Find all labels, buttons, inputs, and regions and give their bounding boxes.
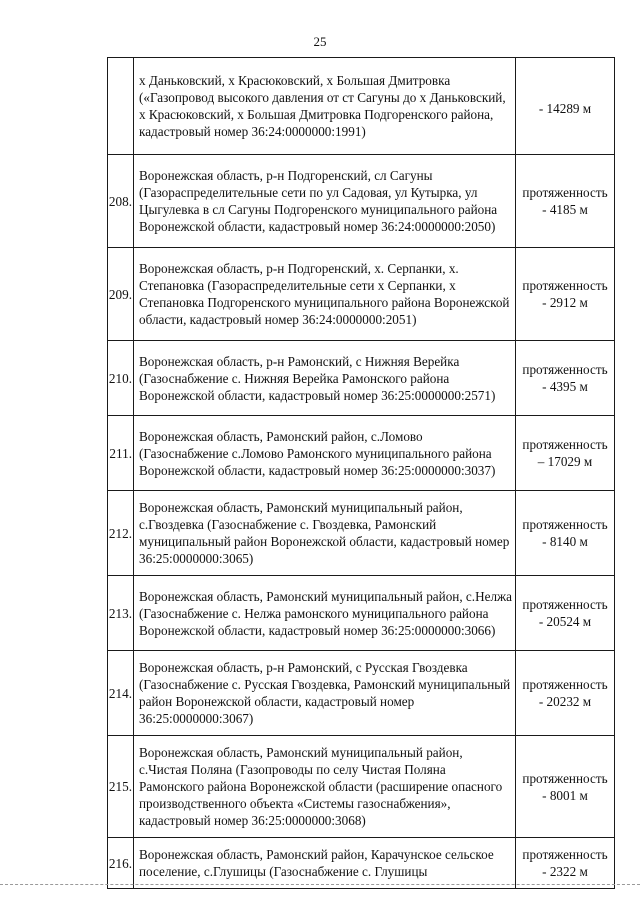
- length-label: протяженность: [522, 278, 608, 293]
- length-label: протяженность: [522, 437, 608, 452]
- row-description: х Даньковский, х Красюковский, х Большая Дмитровка («Газопровод высокого давления от ст Сагуны до х Даньковский, х Красюковский, х Большая Дмитровка Подгоренского района, кадастровый номер 36:24:0000000:1991): [134, 58, 516, 155]
- row-length: [516, 155, 615, 248]
- row-length: [516, 248, 615, 341]
- length-value: - 20232 м: [538, 694, 592, 709]
- row-number: 210.: [108, 341, 134, 416]
- table-row: [108, 341, 615, 416]
- table-row: [108, 416, 615, 491]
- row-number: 214.: [108, 651, 134, 736]
- row-description: Воронежская область, Рамонский муниципальный район, с.Чистая Поляна (Газопроводы по селу Чистая Поляна Рамонского района Воронежской области (расширение опасного производственного объекта «Системы газоснабжения», кадастровый номер 36:25:0000000:3068): [134, 736, 516, 838]
- row-length: [516, 341, 615, 416]
- row-length: [516, 651, 615, 736]
- row-number: 211.: [108, 416, 134, 491]
- page-bottom-rule: [0, 884, 640, 885]
- length-value: – 17029 м: [537, 454, 593, 469]
- row-description: Воронежская область, р-н Подгоренский, х. Серпанки, х. Степановка (Газораспределительные сети х Серпанки, х Степановка Подгоренского муниципального района Воронежской области, кадастровый номер 36:24:0000000:2051): [134, 248, 516, 341]
- row-number: 212.: [108, 491, 134, 576]
- length-value: - 20524 м: [538, 614, 592, 629]
- length-label: протяженность: [522, 362, 608, 377]
- length-label: протяженность: [522, 677, 608, 692]
- length-value: - 8001 м: [542, 787, 588, 803]
- length-value: - 4395 м: [542, 379, 588, 394]
- length-label: протяженность: [522, 770, 608, 786]
- table-row: [108, 651, 615, 736]
- row-description: Воронежская область, Рамонский район, Карачунское сельское поселение, с.Глушицы (Газоснабжение с. Глушицы: [134, 838, 516, 889]
- gas-network-registry-table: [107, 57, 615, 889]
- row-description: Воронежская область, Рамонский муниципальный район, с.Гвоздевка (Газоснабжение с. Гвоздевка, Рамонский муниципальный район Воронежской области, кадастровый номер 36:25:0000000:3065): [134, 491, 516, 576]
- table-row: [108, 736, 615, 838]
- length-value: - 2912 м: [542, 295, 588, 310]
- row-length: [516, 576, 615, 651]
- row-description: Воронежская область, Рамонский муниципальный район, с.Нелжа (Газоснабжение с. Нелжа рамонского муниципального района Воронежской области, кадастровый номер 36:25:0000000:3066): [134, 576, 516, 651]
- table-row: [108, 838, 615, 889]
- length-label: протяженность: [522, 185, 608, 200]
- length-value: - 8140 м: [542, 534, 588, 549]
- length-label: протяженность: [522, 517, 608, 532]
- row-number: 216.: [108, 838, 134, 889]
- table-row: [108, 248, 615, 341]
- length-label: протяженность: [522, 847, 608, 862]
- table-row: [108, 58, 615, 155]
- row-description: Воронежская область, р-н Подгоренский, сл Сагуны (Газораспределительные сети по ул Садовая, ул Кутырка, ул Цыгулевка в сл Сагуны Подгоренского муниципального района Воронежской области, кадастровый номер 36:24:0000000:2050): [134, 155, 516, 248]
- row-length: [516, 58, 615, 155]
- table-row: [108, 576, 615, 651]
- row-number: 215.: [108, 736, 134, 838]
- row-length: [516, 491, 615, 576]
- row-description: Воронежская область, р-н Рамонский, с Русская Гвоздевка (Газоснабжение с. Русская Гвоздевка, Рамонский муниципальный район Воронежской области, кадастровый номер 36:25:0000000:3067): [134, 651, 516, 736]
- row-number: [108, 58, 134, 155]
- row-number: 209.: [108, 248, 134, 341]
- row-number: 208.: [108, 155, 134, 248]
- row-length: [516, 416, 615, 491]
- row-length: [516, 736, 615, 838]
- row-length: [516, 838, 615, 889]
- length-label: протяженность: [522, 597, 608, 612]
- table-row: [108, 155, 615, 248]
- length-value: - 2322 м: [542, 864, 588, 879]
- row-description: Воронежская область, р-н Рамонский, с Нижняя Верейка (Газоснабжение с. Нижняя Верейка Рамонского района Воронежской области, кадастровый номер 36:25:0000000:2571): [134, 341, 516, 416]
- table-row: [108, 491, 615, 576]
- length-value: - 14289 м: [538, 100, 592, 116]
- row-description: Воронежская область, Рамонский район, с.Ломово (Газоснабжение с.Ломово Рамонского муниципального района Воронежской области, кадастровый номер 36:25:0000000:3037): [134, 416, 516, 491]
- page-number: 25: [313, 34, 327, 49]
- row-number: 213.: [108, 576, 134, 651]
- length-value: - 4185 м: [542, 202, 588, 217]
